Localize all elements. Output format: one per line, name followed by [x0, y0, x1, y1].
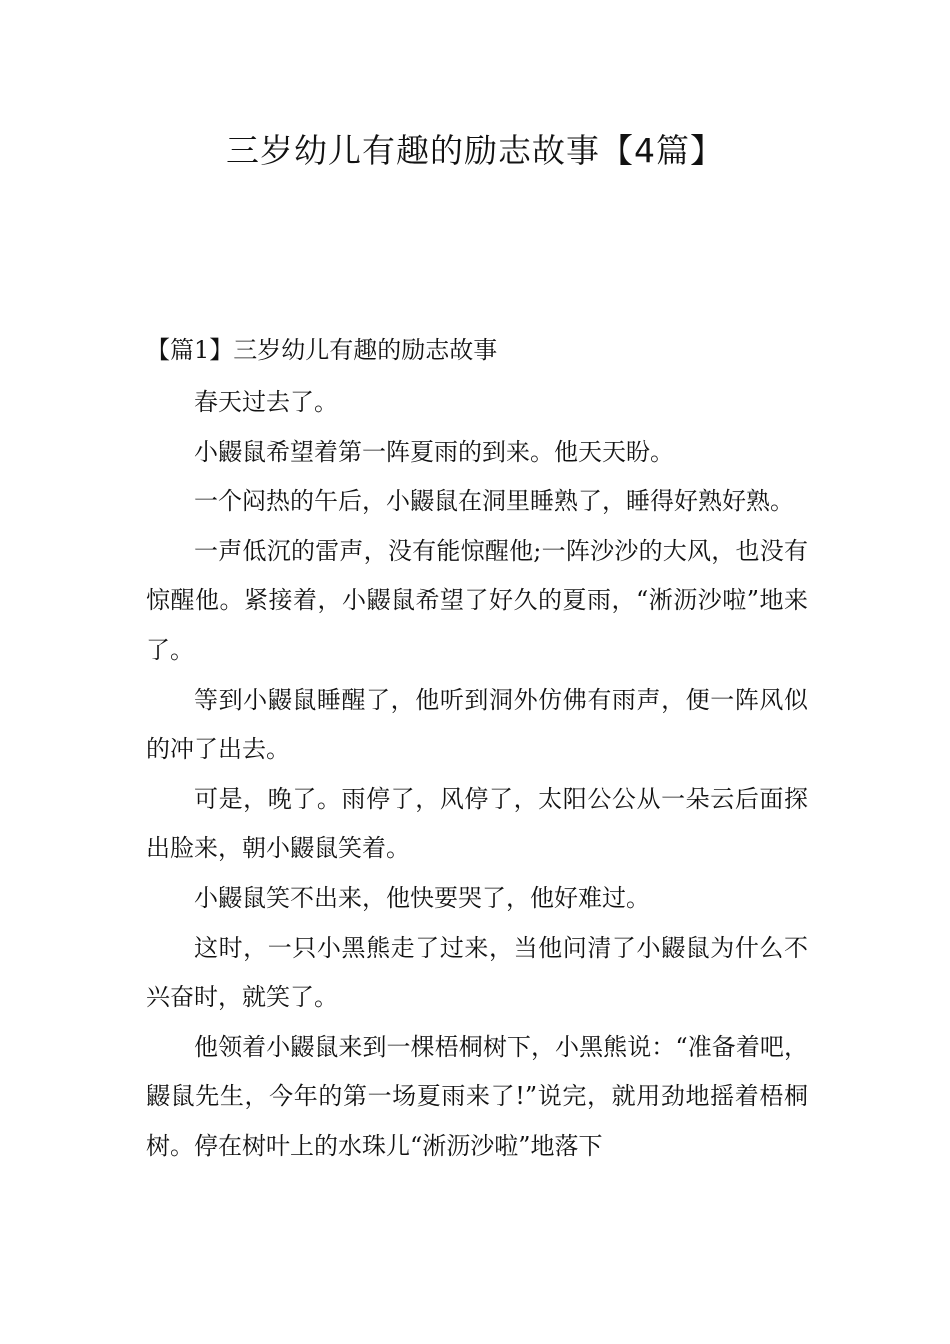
paragraph: 这时，一只小黑熊走了过来，当他问清了小鼹鼠为什么不兴奋时，就笑了。 — [146, 933, 808, 1012]
paragraph: 一声低沉的雷声，没有能惊醒他;一阵沙沙的大风，也没有惊醒他。紧接着，小鼹鼠希望了好久的夏雨，“淅沥沙啦”地来了。 — [146, 536, 808, 664]
paragraph: 小鼹鼠希望着第一阵夏雨的到来。他天天盼。 — [194, 437, 674, 466]
paragraph: 等到小鼹鼠睡醒了，他听到洞外仿佛有雨声，便一阵风似的冲了出去。 — [146, 685, 808, 764]
paragraph: 他领着小鼹鼠来到一棵梧桐树下，小黑熊说：“准备着吧，鼹鼠先生，今年的第一场夏雨来了!”说完，就用劲地摇着梧桐树。停在树叶上的水珠儿“淅沥沙啦”地落下 — [146, 1032, 808, 1160]
section-heading: 【篇1】三岁幼儿有趣的励志故事 — [146, 336, 498, 364]
paragraph: 可是，晚了。雨停了，风停了，太阳公公从一朵云后面探出脸来，朝小鼹鼠笑着。 — [146, 784, 808, 863]
paragraph: 春天过去了。 — [194, 388, 338, 416]
paragraph: 小鼹鼠笑不出来，他快要哭了，他好难过。 — [194, 883, 650, 912]
document-title: 三岁幼儿有趣的励志故事【4篇】 — [226, 131, 724, 170]
paragraph: 一个闷热的午后，小鼹鼠在洞里睡熟了，睡得好熟好熟。 — [194, 487, 794, 516]
story-body — [146, 378, 808, 1172]
